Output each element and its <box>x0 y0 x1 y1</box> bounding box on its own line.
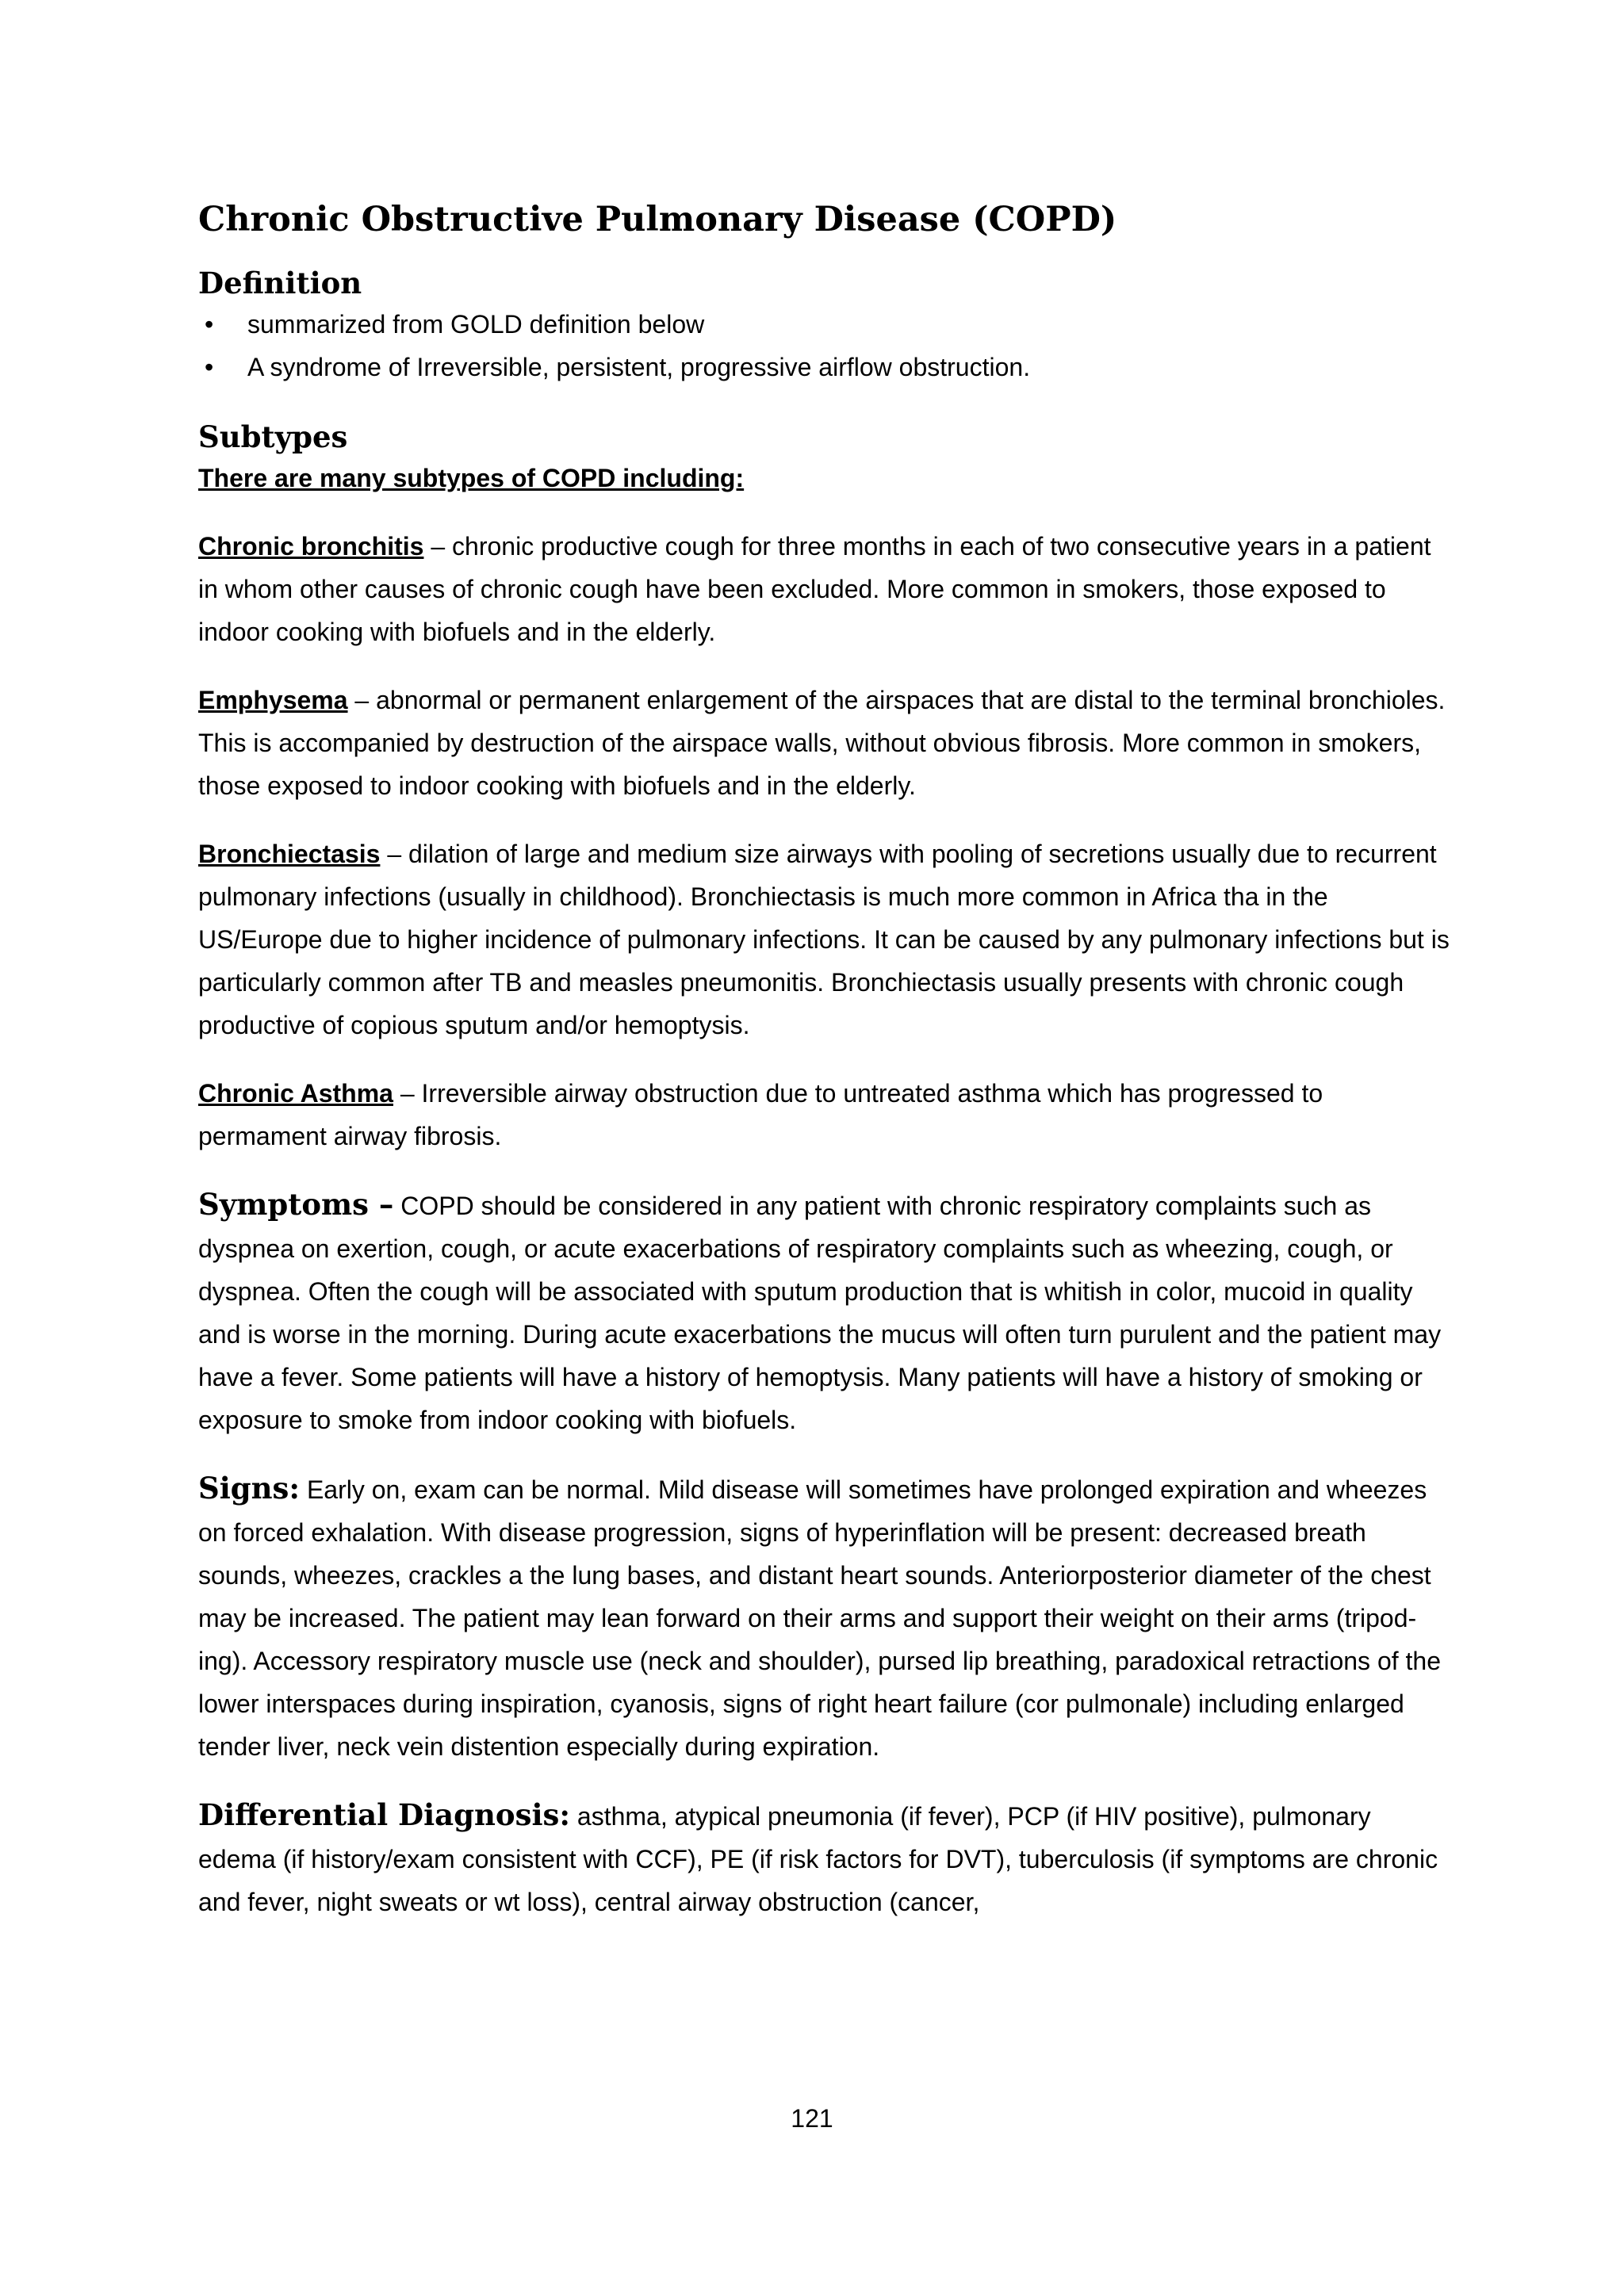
symptoms-paragraph <box>198 1183 1451 1441</box>
differential-heading: Differential Diagnosis: <box>198 1797 570 1832</box>
signs-heading: Signs: <box>198 1471 301 1506</box>
subtypes-heading: Subtypes <box>198 419 348 454</box>
subtype-paragraph-chronic-asthma <box>198 1072 1451 1158</box>
symptoms-text: COPD should be considered in any patient with chronic respiratory complaints such as dyspnea on exertion, cough, or acute exacerbations of respiratory complaints such as wheezing, cough, or dyspnea. Often the cough will be associated with sputum production that is whitish in color, mucoid in quality and is worse in the morning. During acute exacerbations the mucus will often turn purulent and the patient may have a fever. Some patients will have a history of hemoptysis. Many patients will have a history of smoking or exposure to smoke from indoor cooking with biofuels. <box>198 1192 1442 1434</box>
definition-bullet: • summarized from GOLD definition below <box>198 303 1451 346</box>
definition-heading: Definition <box>198 266 362 300</box>
subtype-term: Chronic bronchitis <box>198 532 424 561</box>
signs-text: Early on, exam can be normal. Mild disease will sometimes have prolonged expiration and wheezes on forced exhalation. With disease progression, signs of hyperinflation will be present: decreased breath sounds, wheezes, crackles a the lung bases, and distant heart sounds. Anteriorposterior diameter of the chest may be increased. The patient may lean forward on their arms and support their weight on their arms (tripod-ing). Accessory respiratory muscle use (neck and shoulder), pursed lip breathing, paradoxical retractions of the lower interspaces during inspiration, cyanosis, signs of right heart failure (cor pulmonale) including enlarged tender liver, neck vein distention especially during expiration. <box>198 1475 1441 1761</box>
subtype-description: – Irreversible airway obstruction due to untreated asthma which has progressed to permament airway fibrosis. <box>198 1079 1323 1150</box>
subtype-description: – abnormal or permanent enlargement of the airspaces that are distal to the terminal bronchioles. This is accompanied by destruction of the airspace walls, without obvious fibrosis. More common in smokers, those exposed to indoor cooking with biofuels and in the elderly. <box>198 686 1446 800</box>
subtype-paragraph-bronchiectasis <box>198 832 1451 1047</box>
subtype-term: Emphysema <box>198 686 348 714</box>
subtype-term: Bronchiectasis <box>198 840 381 868</box>
page-number: 121 <box>791 2104 833 2133</box>
subtype-description: – chronic productive cough for three months in each of two consecutive years in a patient in whom other causes of chronic cough have been excluded. More common in smokers, those exposed to indoor cooking with biofuels and in the elderly. <box>198 532 1431 646</box>
page-title: Chronic Obstructive Pulmonary Disease (COPD) <box>198 200 1117 239</box>
definition-bullet: • A syndrome of Irreversible, persistent, progressive airflow obstruction. <box>198 346 1451 388</box>
signs-paragraph <box>198 1467 1451 1768</box>
page-content <box>198 197 1451 1923</box>
subtype-paragraph-chronic-bronchitis <box>198 525 1451 653</box>
differential-text: asthma, atypical pneumonia (if fever), PCP (if HIV positive), pulmonary edema (if history/exam consistent with CCF), PE (if risk factors for DVT), tuberculosis (if symptoms are chronic and fever, night sweats or wt loss), central airway obstruction (cancer, <box>198 1802 1438 1916</box>
definition-list <box>198 303 1451 388</box>
symptoms-heading: Symptoms – <box>198 1187 394 1222</box>
subtype-paragraph-emphysema <box>198 679 1451 807</box>
differential-paragraph <box>198 1793 1451 1923</box>
subtypes-intro: There are many subtypes of COPD including: <box>198 464 745 492</box>
subtype-description: – dilation of large and medium size airways with pooling of secretions usually due to recurrent pulmonary infections (usually in childhood). Bronchiectasis is much more common in Africa tha in the US/Europe due to higher incidence of pulmonary infections. It can be caused by any pulmonary infections but is particularly common after TB and measles pneumonitis. Bronchiectasis usually presents with chronic cough productive of copious sputum and/or hemoptysis. <box>198 840 1450 1039</box>
subtype-term: Chronic Asthma <box>198 1079 393 1108</box>
